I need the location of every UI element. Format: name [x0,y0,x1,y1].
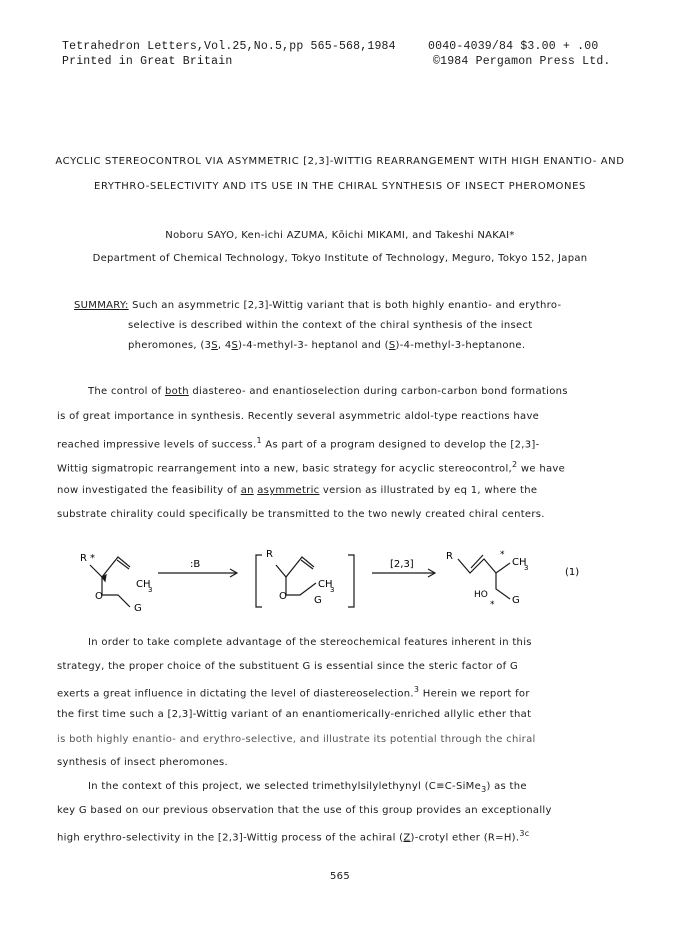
substrate-g-label: G [134,603,142,614]
journal-citation: Tetrahedron Letters,Vol.25,No.5,pp 565-568,1984 [62,40,396,53]
para3-line-3: high erythro-selectivity in the [2,3]-Wittig process of the achiral (Z)-crotyl ether (R=H).$^{3c}$ [57,829,530,844]
rearrangement-label: [2,3] [390,559,414,570]
product-chain [496,573,510,599]
article-title-line-1: ACYCLIC STEREOCONTROL VIA ASYMMETRIC [2,3]-WITTIG REARRANGEMENT WITH HIGH ENANTIO- AND [55,156,625,167]
product-ho-label: HO [474,590,488,600]
page-number: 565 [330,871,350,882]
bracket-right [348,555,354,607]
para2-line-4: the first time such a [2,3]-Wittig variant of an enantiomerically-enriched allylic ether that [57,709,532,720]
para1-line-2: is of great importance in synthesis. Recently several asymmetric aldol-type reactions have [57,411,540,422]
intermediate-g-label: G [314,595,322,606]
price-line: 0040-4039/84 $3.00 + .00 [428,40,599,53]
intermediate-backbone [276,557,314,577]
para1-line-6: substrate chirality could specifically be transmitted to the two newly created chiral centers. [57,509,545,520]
intermediate-r-label: R [266,549,273,560]
intermediate-ch3-label: CH [318,579,333,590]
summary-line-2: selective is described within the context of the chiral synthesis of the insect [128,320,533,331]
summary-line-3: pheromones, (3S, 4S)-4-methyl-3- heptanol and (S)-4-methyl-3-heptanone. [128,340,526,351]
intermediate-ch3-sub: 3 [330,586,335,594]
substrate-ether-chain [102,577,130,607]
para1-line-1: The control of both diastereo- and enantioselection during carbon-carbon bond formations [88,386,568,397]
product-g-label: G [512,595,520,606]
product-star-top: * [500,550,505,560]
base-label: :B [190,559,201,570]
reaction-scheme-eq1 [60,545,660,630]
para1-line-3: reached impressive levels of success.$^1$ As part of a program designed to develop the [2,3]- [57,436,540,451]
para1-line-5: now investigated the feasibility of an asymmetric version as illustrated by eq 1, where the [57,485,538,496]
para2-line-3: exerts a great influence in dictating the level of diastereoselection.$^3$ Herein we report for [57,685,530,700]
authors: Noboru SAYO, Ken-ichi AZUMA, Kōichi MIKAMI, and Takeshi NAKAI* [165,230,515,241]
copyright-line: ©1984 Pergamon Press Ltd. [433,55,611,68]
para2-line-2: strategy, the proper choice of the substituent G is essential since the steric factor of G [57,661,519,672]
equation-number: (1) [565,567,580,578]
summary-text: Such an asymmetric [2,3]-Wittig variant that is both highly enantio- and erythro- [132,300,562,311]
para2-line-6: synthesis of insect pheromones. [57,757,229,768]
printed-line: Printed in Great Britain [62,55,233,68]
para1-line-4: Wittig sigmatropic rearrangement into a new, basic strategy for acyclic stereocontrol,$^2$ we have [57,460,566,475]
para2-line-1: In order to take complete advantage of the stereochemical features inherent in this [88,637,532,648]
para3-line-2: key G based on our previous observation that the use of this group provides an exceptionally [57,805,552,816]
substrate-star: * [90,553,95,564]
product-ch3-sub: 3 [524,564,529,572]
para3-line-1: In the context of this project, we selected trimethylsilylethynyl (C≡C-SiMe$_3$) as the [88,781,527,794]
substrate-o-label: O [95,591,103,602]
product-backbone [458,559,510,573]
substrate-r-label: R [80,553,87,564]
affiliation: Department of Chemical Technology, Tokyo Institute of Technology, Meguro, Tokyo 152, Japan [92,253,588,264]
bracket-left [256,555,262,607]
intermediate-ring [286,577,316,595]
product-ch3-label: CH [512,557,527,568]
article-title-line-2: ERYTHRO-SELECTIVITY AND ITS USE IN THE CHIRAL SYNTHESIS OF INSECT PHEROMONES [94,181,586,192]
para2-line-5: is both highly enantio- and erythro-selective, and illustrate its potential through the chiral [57,734,536,745]
summary-label: SUMMARY: [74,300,129,311]
summary-line-1 [74,300,561,311]
product-r-label: R [446,551,453,562]
intermediate-o-label: O [279,591,287,602]
substrate-ch3-sub: 3 [148,586,153,594]
substrate-backbone [90,557,130,577]
substrate-ch3-label: CH [136,579,151,590]
product-star-bottom: * [490,600,495,610]
